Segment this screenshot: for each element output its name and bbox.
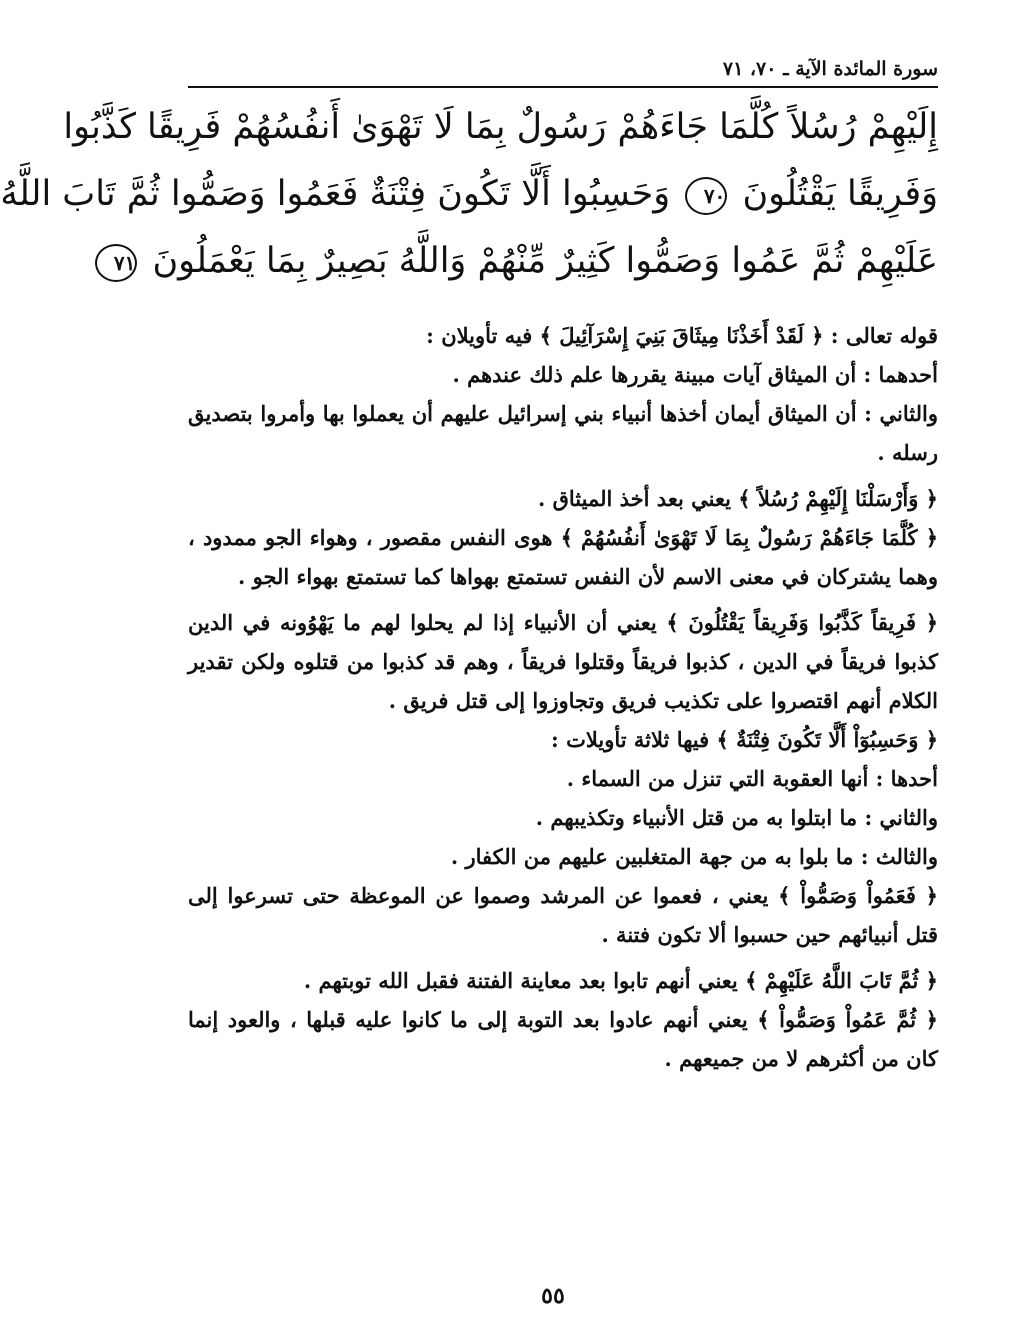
page-number: ٥٥: [541, 1283, 565, 1309]
verse-text: وَفَرِيقًا يَقْتُلُونَ: [742, 174, 938, 214]
verse-line-1: إِلَيْهِمْ رُسُلاً كُلَّمَا جَاءَهُمْ رَسُولٌ بِمَا لَا تَهْوَىٰ أَنفُسُهُمْ فَرِيقًا كَذَّبُوا: [63, 107, 938, 147]
commentary-paragraph: والثاني : أن الميثاق أيمان أخذها أنبياء بني إسرائيل عليهم أن يعملوا بها وأمروا بتصديق رسله .: [188, 401, 938, 465]
commentary-paragraph: أحدها : أنها العقوبة التي تنزل من السماء .: [566, 766, 938, 791]
running-title: سورة المائدة الآية ـ ٧٠، ٧١: [722, 58, 938, 80]
commentary-paragraph: ﴿ كُلَّمَا جَاءَهُمْ رَسُولٌ بِمَا لَا تَهْوَىٰ أَنفُسُهُمْ ﴾ هوى النفس مقصور ، وهواء الجو ممدود ، وهما يشتركان في معنى الاسم لأن النفس تستمتع بهواها كما تستمتع بهواء الجو .: [188, 525, 938, 589]
commentary-paragraph: ﴿ فَعَمُواْ وَصَمُّواْ ﴾ يعني ، فعموا عن المرشد وصموا عن الموعظة حتى تسرعوا إلى قتل أنبيائهم حين حسبوا ألا تكون فتنة .: [188, 883, 938, 947]
commentary-paragraph: ﴿ ثُمَّ عَمُواْ وَصَمُّواْ ﴾ يعني أنهم عادوا بعد التوبة إلى ما كانوا عليه قبلها ، والعود إنما كان من أكثرهم لا من جميعهم .: [188, 1007, 938, 1071]
commentary-body: [188, 316, 938, 1078]
verse-text: عَلَيْهِمْ ثُمَّ عَمُوا وَصَمُّوا كَثِيرٌ مِّنْهُمْ وَاللَّهُ بَصِيرٌ بِمَا يَعْمَلُونَ: [152, 241, 938, 281]
commentary-paragraph: ﴿ فَرِيقاً كَذَّبُوا وَفَرِيقاً يَقْتُلُونَ ﴾ يعني أن الأنبياء إذا لم يحلوا لهم ما يَهْوُونه في الدين كذبوا فريقاً في الدين ، كذبوا فريقاً وقتلوا فريقاً ، وهم قد كذبوا من قتلوه ولكن تقدير الكلام أنهم اقتصروا على تكذيب فريق وتجاوزوا إلى قتل فريق .: [188, 610, 938, 713]
verse-line-3: [113, 228, 938, 295]
ayah-number-marker: ٧٠: [685, 177, 727, 215]
commentary-paragraph: أحدهما : أن الميثاق آيات مبينة يقررها علم ذلك عندهم .: [452, 362, 938, 387]
commentary-paragraph: قوله تعالى : ﴿ لَقَدْ أَخَذْنَا مِيثَاقَ بَنِيَ إِسْرَآئِيلَ ﴾ فيه تأويلان :: [426, 323, 938, 348]
ayah-number-marker: ٧١: [95, 244, 137, 282]
commentary-paragraph: ﴿ ثُمَّ تَابَ اللَّهُ عَلَيْهِمْ ﴾ يعني أنهم تابوا بعد معاينة الفتنة فقبل الله توبتهم .: [303, 968, 938, 993]
verse-text: وَحَسِبُوا أَلَّا تَكُونَ فِتْنَةٌ فَعَمُوا وَصَمُّوا ثُمَّ تَابَ اللَّهُ: [0, 174, 671, 214]
commentary-paragraph: ﴿ وَحَسِبُوٓاْ أَلَّا تَكُونَ فِتْنَةٌ ﴾ فيها ثلاثة تأويلات :: [551, 727, 938, 752]
page-header: [188, 52, 938, 88]
commentary-paragraph: والثالث : ما بلوا به من جهة المتغلبين عليهم من الكفار .: [450, 844, 938, 869]
commentary-paragraph: ﴿ وَأَرْسَلْنَا إِلَيْهِمْ رُسُلاً ﴾ يعني بعد أخذ الميثاق .: [537, 486, 938, 511]
quran-verses: [0, 94, 938, 295]
verse-line-2: [0, 161, 938, 228]
commentary-paragraph: والثاني : ما ابتلوا به من قتل الأنبياء وتكذيبهم .: [535, 805, 938, 830]
